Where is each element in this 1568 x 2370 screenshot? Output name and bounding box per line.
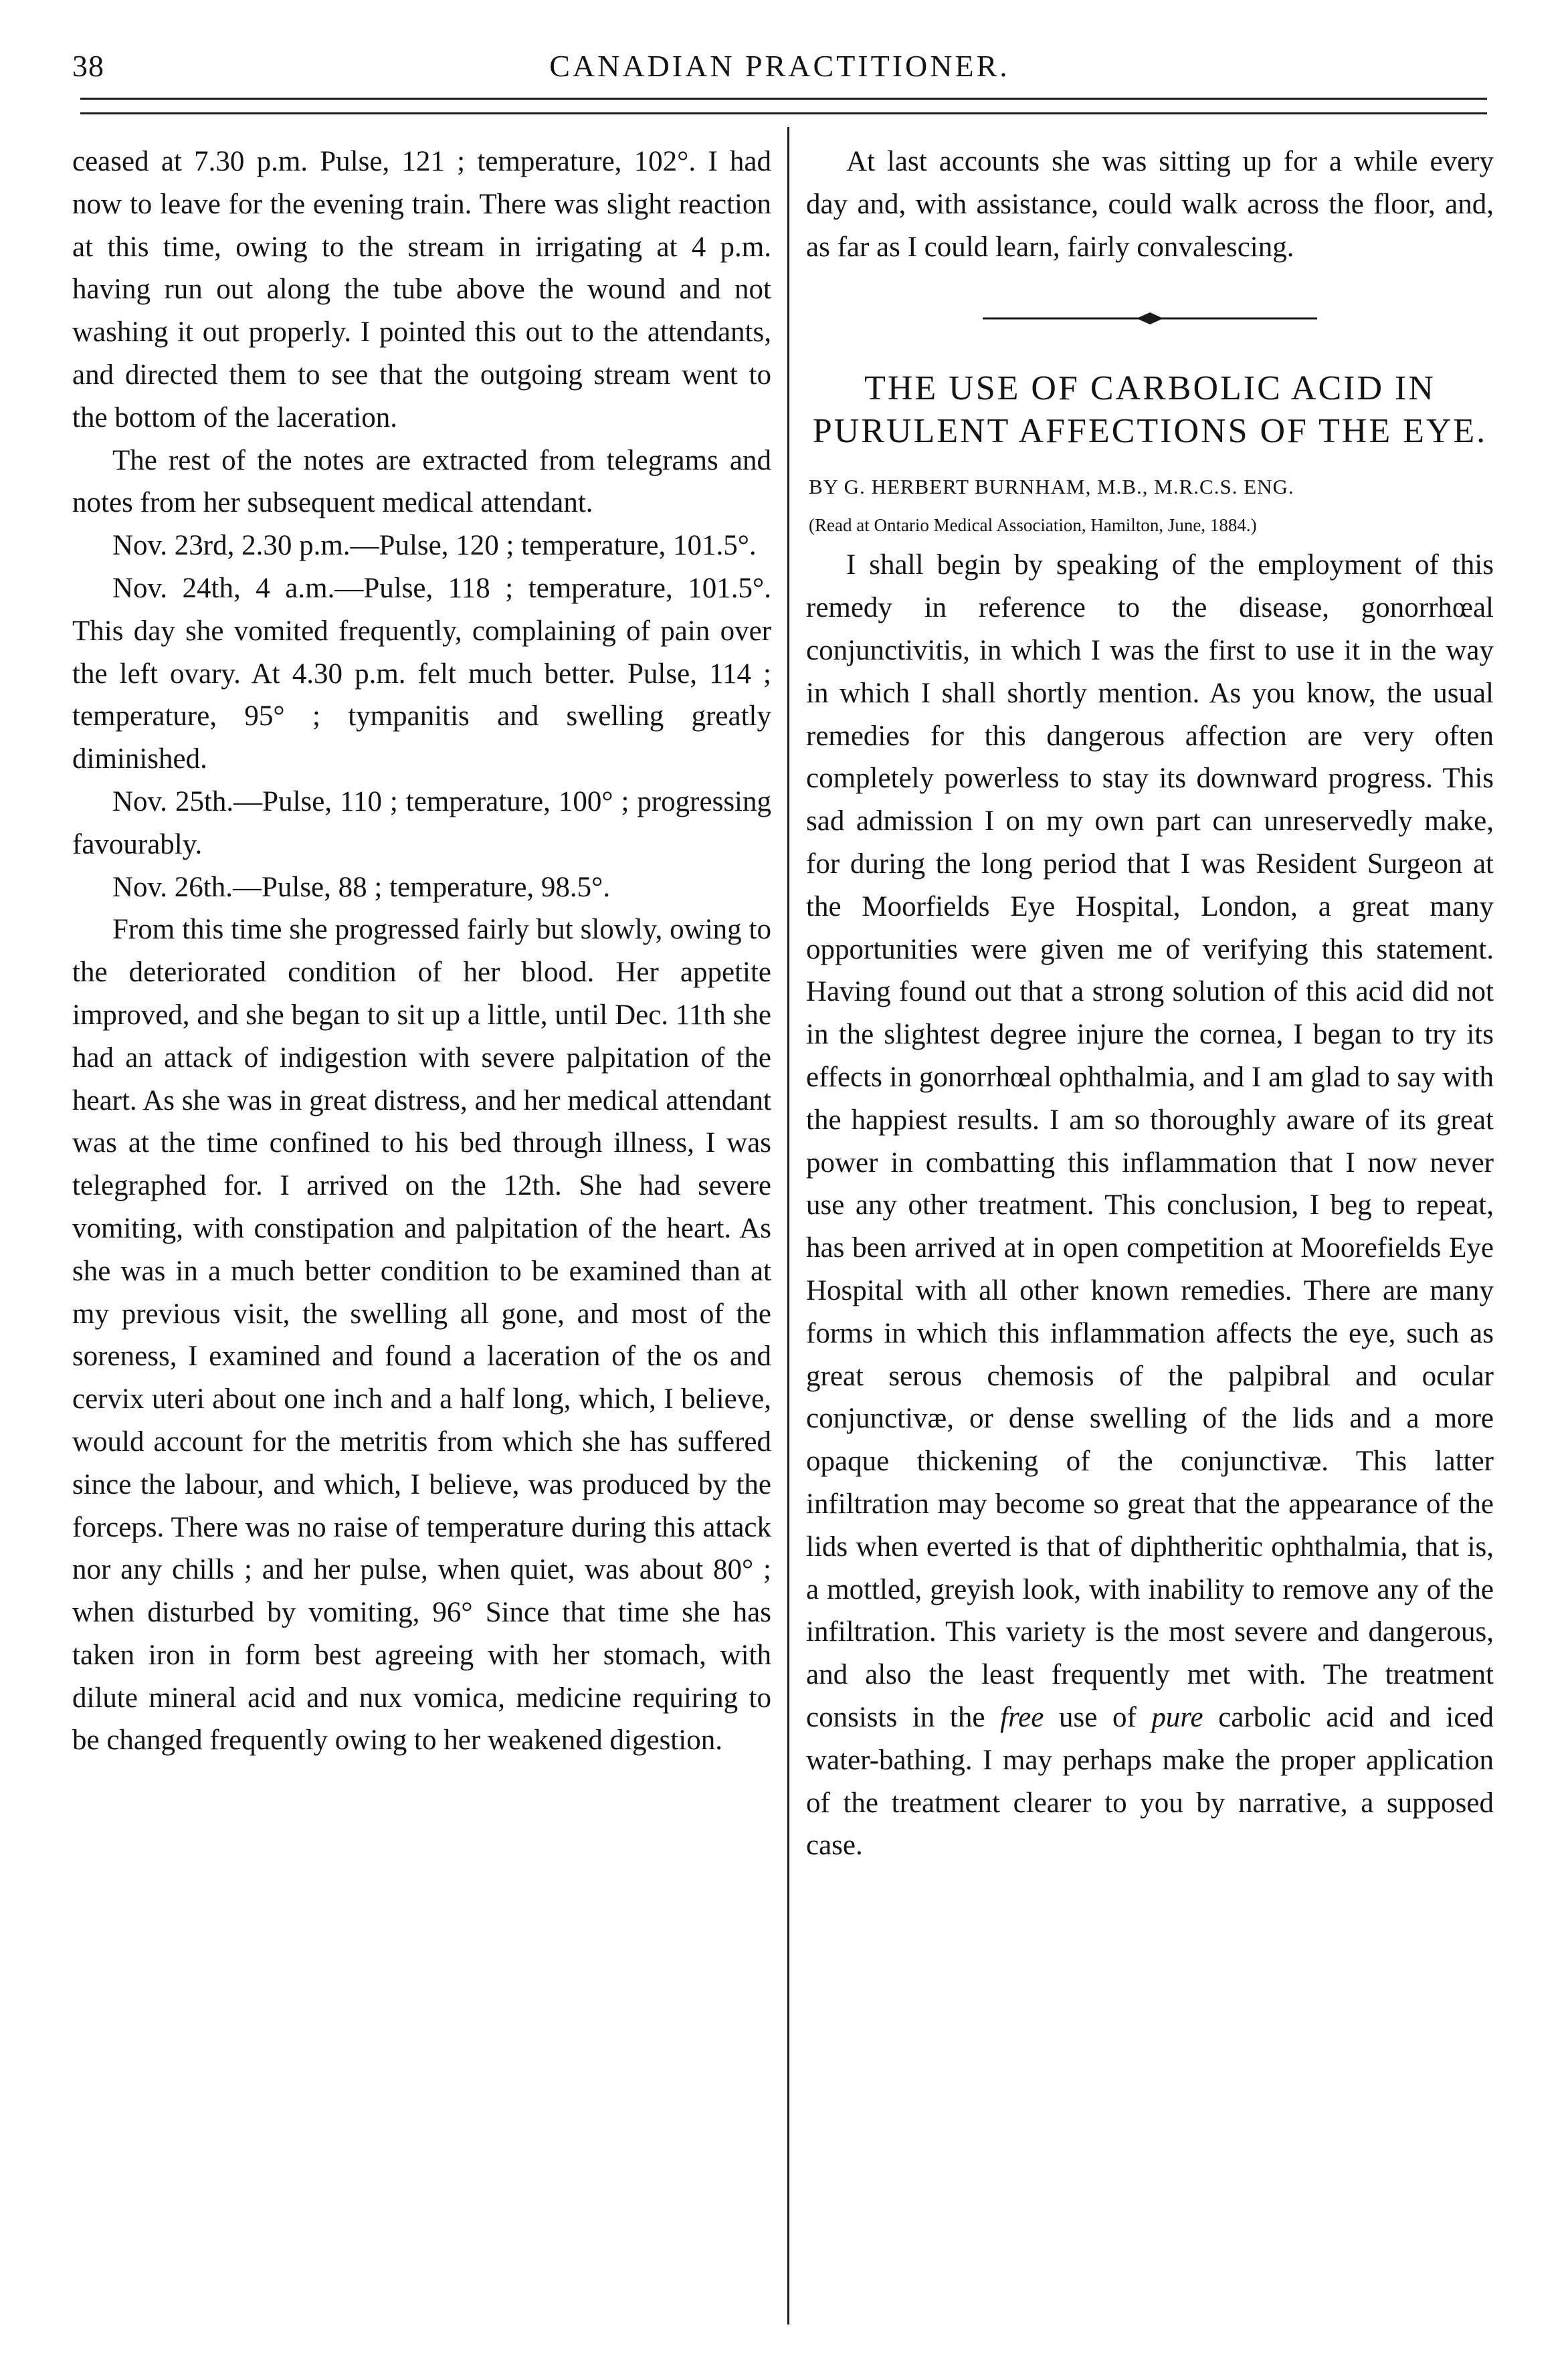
paragraph: At last accounts she was sitting up for a while every day and, with assistance, could walk across the floor, and, as far as I could learn, fairly convalescing. [806,146,1494,263]
paragraph: From this time she progressed fairly but slowly, owing to the deteriorated condition of her blood. Her appetite improved, and she began to sit up a little, until Dec. 11th she had an attack of indigestion with severe palpitation of the heart. As she was in great distress, and her medical attendant was at the time confined to his bed through illness, I was telegraphed for. I arrived on the 12th. She had severe vomiting, with constipation and palpitation of the heart. As she was in a much better condition to be examined than at my previous visit, the swelling all gone, and most of the soreness, I examined and found a laceration of the os and cervix uteri about one inch and a half long, which, I believe, would account for the metritis from which she has suffered since the labour, and which, I believe, was produced by the forceps. There was no raise of temperature during this attack nor any chills ; and her pulse, when quiet, was about 80° ; when disturbed by vomiting, 96° Since that time she has taken iron in form best agreeing with her stomach, with dilute mineral acid and nux vomica, medicine requiring to be changed frequently owing to her weakened digestion. [72,914,771,1757]
header-rule [80,98,1487,100]
article-body [806,544,1494,1867]
right-column [806,140,1494,1867]
running-title: CANADIAN PRACTITIONER. [549,49,1010,83]
paragraph: Nov. 23rd, 2.30 p.m.—Pulse, 120 ; temperature, 101.5°. [112,530,757,562]
emphasis-free: free [1000,1701,1044,1733]
article-read-at-note: (Read at Ontario Medical Association, Hamilton, June, 1884.) [809,515,1257,536]
paragraph: The rest of the notes are extracted from telegrams and notes from her subsequent medical attendant. [72,444,771,519]
paragraph: Nov. 26th.—Pulse, 88 ; temperature, 98.5°. [112,871,611,903]
column-divider [787,127,789,2325]
page-number: 38 [72,49,104,83]
article-byline: BY G. HERBERT BURNHAM, M.B., M.R.C.S. ENG. [809,475,1294,499]
left-column [72,140,771,1762]
page-header [72,41,1487,95]
article-title: THE USE OF CARBOLIC ACID IN PURULENT AFFECTIONS OF THE EYE. [812,369,1488,451]
section-divider-ornament [969,308,1331,328]
paragraph: ceased at 7.30 p.m. Pulse, 121 ; temperature, 102°. I had now to leave for the evening train. There was slight reaction at this time, owing to the stream in irrigating at 4 p.m. having run out along the tube above the wound and not washing it out properly. I pointed this out to the attendants, and directed them to see that the outgoing stream went to the bottom of the laceration. [72,146,771,433]
body-text: I shall begin by speaking of the employment of this remedy in reference to the disease, gonorrhœal conjunctivitis, in which I was the first to use it in the way in which I shall shortly mention. As you know, the usual remedies for this dangerous affection are very often completely powerless to stay its downward progress. This sad admission I on my own part can unreservedly make, for during the long period that I was Resident Surgeon at the Moorfields Eye Hospital, London, a great many opportunities were given me of verifying this statement. Having found out that a strong solution of this acid did not in the slightest degree injure the cornea, I began to try its effects in gonorrhœal ophthalmia, and I am glad to say with the happiest results. I am so thoroughly aware of its great power in combatting this inflammation that I now never use any other treatment. This conclusion, I beg to repeat, has been arrived at in open competition at Moorefields Eye Hospital with all other known remedies. There are many forms in which this inflammation affects the eye, such as great serous chemosis of the palpibral and ocular conjunctivæ, or dense swelling of the lids and a more opaque thickening of the conjunctivæ. This latter infiltration may become so great that the appearance of the lids when everted is that of diphtheritic ophthalmia, that is, a mottled, greyish look, with inability to remove any of the infiltration. This variety is the most severe and dangerous, and also the least frequently met with. The treatment consists in the [806,549,1494,1733]
body-text: use of [1059,1701,1137,1733]
emphasis-pure: pure [1151,1701,1203,1733]
paragraph: Nov. 24th, 4 a.m.—Pulse, 118 ; temperature, 101.5°. This day she vomited frequently, complaining of pain over the left ovary. At 4.30 p.m. felt much better. Pulse, 114 ; temperature, 95° ; tympanitis and swelling greatly diminished. [72,572,771,775]
header-rule-lower [80,112,1487,114]
body-text: carbolic acid and iced water-bathing. I may perhaps make the proper application of the treatment clearer to you by narrative, a supposed case. [806,1701,1494,1862]
paragraph: Nov. 25th.—Pulse, 110 ; temperature, 100° ; progressing favourably. [72,785,771,860]
